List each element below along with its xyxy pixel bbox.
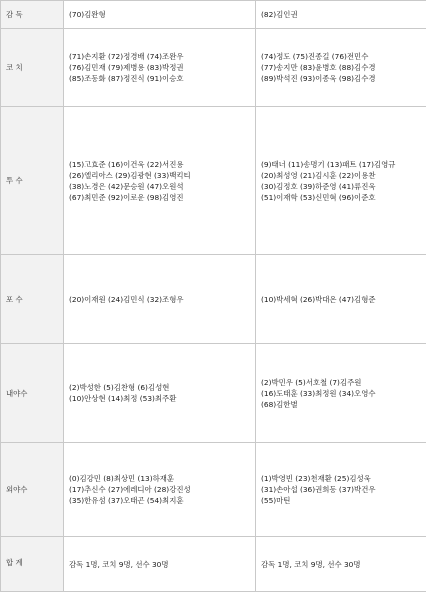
table-row — [1, 255, 426, 344]
cell-line: (30)김정호 (39)하준영 (41)류진욱 — [261, 181, 426, 192]
cell-line: (20)이재원 (24)김민식 (32)조형우 — [69, 294, 250, 305]
row-category: 감 독 — [1, 1, 64, 29]
cell-line: (16)도태훈 (33)최정원 (34)오영수 — [261, 388, 426, 399]
cell-line: (15)고효준 (16)이건욱 (22)서진용 — [69, 159, 250, 170]
cell-line: (0)김강민 (8)최상민 (13)하재훈 — [69, 473, 250, 484]
cell-line: (2)박성한 (5)김찬형 (6)김성현 — [69, 382, 250, 393]
cell-line: (74)정도 (75)진종길 (76)전민수 — [261, 51, 426, 62]
cell-line: 감독 1명, 코치 9명, 선수 30명 — [261, 559, 426, 570]
left-team-cell — [64, 29, 256, 107]
cell-line: (82)김인권 — [261, 9, 426, 20]
cell-line: (89)박석진 (93)이종욱 (98)김수경 — [261, 73, 426, 84]
cell-line: (55)마틴 — [261, 495, 426, 506]
table-row — [1, 537, 426, 592]
row-category: 포 수 — [1, 255, 64, 344]
cell-line: (17)추신수 (27)에레디아 (28)강진성 — [69, 484, 250, 495]
left-team-cell — [64, 443, 256, 537]
row-category: 코 치 — [1, 29, 64, 107]
right-team-cell — [256, 443, 426, 537]
left-team-cell — [64, 1, 256, 29]
table-row — [1, 1, 426, 29]
right-team-cell — [256, 255, 426, 344]
left-team-cell — [64, 107, 256, 255]
cell-line: (38)노경은 (42)문승원 (47)오원석 — [69, 181, 250, 192]
cell-line: (10)박세혁 (26)박대온 (47)김형준 — [261, 294, 426, 305]
table-row — [1, 443, 426, 537]
cell-line: (71)손지환 (72)정경배 (74)조완우 — [69, 51, 250, 62]
row-category: 외야수 — [1, 443, 64, 537]
right-team-cell — [256, 1, 426, 29]
cell-line: (20)최성영 (21)김시훈 (22)이용찬 — [261, 170, 426, 181]
right-team-cell — [256, 107, 426, 255]
right-team-cell — [256, 537, 426, 592]
cell-line: (76)김민재 (79)제병용 (83)박정권 — [69, 62, 250, 73]
row-category: 내야수 — [1, 344, 64, 443]
cell-line: (1)박영빈 (23)천재환 (25)김성욱 — [261, 473, 426, 484]
right-team-cell — [256, 344, 426, 443]
table-row — [1, 107, 426, 255]
left-team-cell — [64, 344, 256, 443]
cell-line: (2)박민우 (5)서호철 (7)김주원 — [261, 377, 426, 388]
left-team-cell — [64, 537, 256, 592]
cell-line: (67)최민준 (92)이로운 (98)김영진 — [69, 192, 250, 203]
table-row — [1, 29, 426, 107]
cell-line: (51)이재학 (53)신민혁 (96)이준호 — [261, 192, 426, 203]
table-row — [1, 344, 426, 443]
cell-line: (68)김한별 — [261, 399, 426, 410]
cell-line: (9)태너 (11)송명기 (13)패트 (17)김영규 — [261, 159, 426, 170]
cell-line: (70)김완형 — [69, 9, 250, 20]
left-team-cell — [64, 255, 256, 344]
cell-line: (26)엘리아스 (29)김광현 (33)백킥티 — [69, 170, 250, 181]
cell-line: (31)손아섭 (36)권희동 (37)박건우 — [261, 484, 426, 495]
right-team-cell — [256, 29, 426, 107]
cell-line: (77)송지만 (83)윤병호 (88)김수경 — [261, 62, 426, 73]
cell-line: 감독 1명, 코치 9명, 선수 30명 — [69, 559, 250, 570]
cell-line: (35)한유섬 (37)오태곤 (54)최지훈 — [69, 495, 250, 506]
cell-line: (85)조동화 (87)정진식 (91)이승호 — [69, 73, 250, 84]
row-category: 합 계 — [1, 537, 64, 592]
row-category: 투 수 — [1, 107, 64, 255]
cell-line: (10)안상현 (14)최정 (53)최주환 — [69, 393, 250, 404]
